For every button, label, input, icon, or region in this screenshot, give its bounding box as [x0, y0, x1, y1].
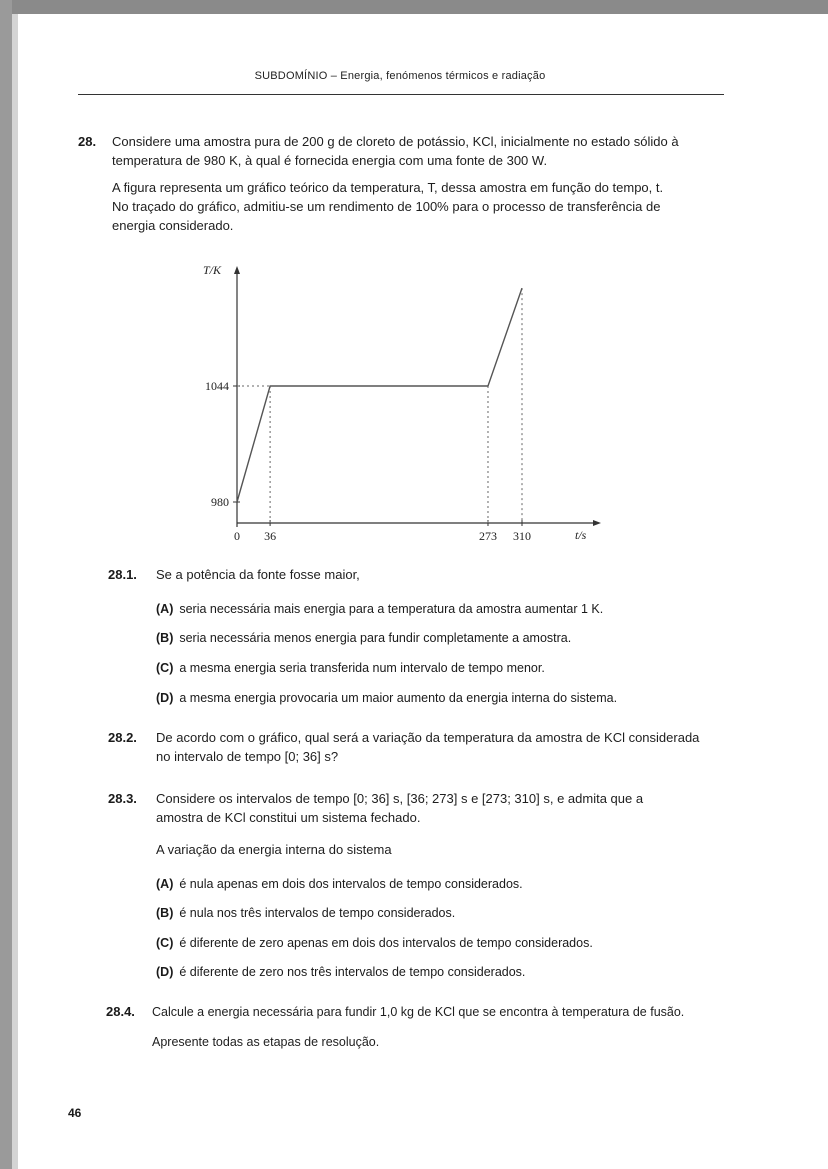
y-axis-label: T/K — [203, 263, 222, 277]
option-letter: (D) — [156, 965, 174, 979]
question-28-2-line: De acordo com o gráfico, qual será a variação da temperatura da amostra de KCl considerada — [156, 730, 700, 745]
question-28-1-option-d — [156, 691, 617, 705]
question-28-1-option-b — [156, 631, 571, 645]
page-number: 46 — [68, 1106, 82, 1120]
question-28-2-number: 28.2. — [108, 730, 137, 745]
question-28-2-text — [156, 728, 724, 766]
question-28-1-option-c — [156, 661, 545, 675]
question-28-figure-line: A figura representa um gráfico teórico da temperatura, T, dessa amostra em função do tempo, t. — [112, 180, 664, 195]
option-text: é nula nos três intervalos de tempo considerados. — [179, 906, 456, 920]
option-letter: (B) — [156, 631, 174, 645]
option-text: a mesma energia seria transferida num intervalo de tempo menor. — [179, 661, 545, 675]
y-tick-label: 1044 — [205, 379, 229, 393]
question-28-2-line: no intervalo de tempo [0; 36] s? — [156, 749, 339, 764]
option-text: é diferente de zero apenas em dois dos intervalos de tempo considerados. — [179, 936, 593, 950]
option-letter: (A) — [156, 877, 174, 891]
option-text: seria necessária menos energia para fundir completamente a amostra. — [179, 631, 572, 645]
question-28-1-option-a — [156, 602, 603, 616]
question-28-3-stem: A variação da energia interna do sistema — [156, 842, 392, 857]
question-28-intro-line: Considere uma amostra pura de 200 g de cloreto de potássio, KCl, inicialmente no estado sólido à — [112, 134, 679, 149]
question-28-figure-line: energia considerado. — [112, 218, 234, 233]
question-28-3-option-c — [156, 936, 593, 950]
question-28-4-number: 28.4. — [106, 1004, 135, 1019]
scan-border-top — [0, 0, 828, 14]
x-tick-label: 0 — [234, 529, 240, 543]
option-text: é diferente de zero nos três intervalos de tempo considerados. — [179, 965, 526, 979]
page-header: SUBDOMÍNIO – Energia, fenómenos térmicos e radiação — [254, 70, 546, 82]
question-28-4-instruction: Apresente todas as etapas de resolução. — [152, 1035, 380, 1049]
scan-border-left — [0, 0, 12, 1169]
question-28-3-option-b — [156, 906, 455, 920]
question-28-number: 28. — [78, 134, 97, 149]
option-letter: (B) — [156, 906, 174, 920]
y-tick-label: 980 — [211, 495, 229, 509]
option-text: é nula apenas em dois dos intervalos de tempo considerados. — [179, 877, 523, 891]
x-axis-arrow — [593, 520, 601, 526]
question-28-1-number: 28.1. — [108, 567, 137, 582]
question-28-4-text: Calcule a energia necessária para fundir 1,0 kg de KCl que se encontra à temperatura de fusão. — [152, 1005, 685, 1019]
x-axis-label: t/s — [575, 528, 587, 542]
scan-border-shadow — [12, 14, 18, 1169]
option-letter: (C) — [156, 936, 174, 950]
temperature-series-line — [237, 288, 522, 502]
option-text: a mesma energia provocaria um maior aumento da energia interna do sistema. — [179, 691, 618, 705]
question-28-3-line: Considere os intervalos de tempo [0; 36] s, [36; 273] s e [273; 310] s, e admita que a — [156, 791, 644, 806]
question-28-figure-text — [112, 178, 724, 235]
temperature-time-chart — [195, 258, 615, 548]
question-28-1-stem: Se a potência da fonte fosse maior, — [156, 567, 360, 582]
question-28-3-option-d — [156, 965, 525, 979]
question-28-3-text — [156, 789, 724, 827]
x-tick-label: 36 — [264, 529, 277, 543]
header-rule — [78, 94, 724, 95]
option-letter: (A) — [156, 602, 174, 616]
option-text: seria necessária mais energia para a temperatura da amostra aumentar 1 K. — [179, 602, 604, 616]
question-28-3-line: amostra de KCl constitui um sistema fechado. — [156, 810, 421, 825]
option-letter: (C) — [156, 661, 174, 675]
x-tick-label: 273 — [478, 529, 497, 543]
question-28-3-option-a — [156, 877, 523, 891]
chart-svg — [195, 258, 615, 548]
option-letter: (D) — [156, 691, 174, 705]
y-axis-arrow — [234, 266, 240, 274]
question-28-intro — [112, 132, 724, 170]
question-28-figure-line: No traçado do gráfico, admitiu-se um rendimento de 100% para o processo de transferência de — [112, 199, 661, 214]
question-28-intro-line: temperatura de 980 K, à qual é fornecida energia com uma fonte de 300 W. — [112, 153, 548, 168]
x-tick-label: 310 — [513, 529, 531, 543]
question-28-3-number: 28.3. — [108, 791, 137, 806]
